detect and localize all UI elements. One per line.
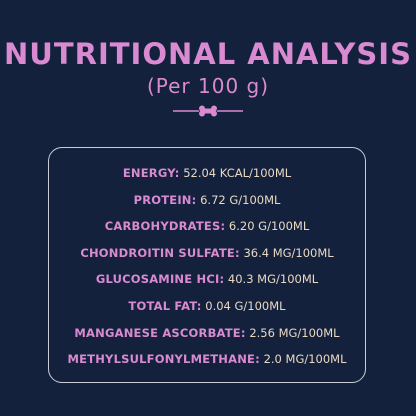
bone-icon [199,106,217,117]
nutrient-label: ENERGY: [122,166,180,180]
page-subtitle: (Per 100 g) [146,74,270,98]
nutrient-row-chondroitin-sulfate [48,240,366,267]
nutrient-row-energy [48,160,366,187]
nutrient-row-protein [48,187,366,214]
nutrient-row-manganese-ascorbate [48,320,366,347]
nutrient-value: 36.4 MG/100ML [243,245,334,260]
nutrient-label: MANGANESE ASCORBATE: [74,325,246,340]
nutrient-value: 40.3 MG/100ML [227,272,319,287]
page-title: NUTRITIONAL ANALYSIS [4,37,412,71]
nutrient-value: 6.20 G/100ML [228,219,310,234]
nutrient-label: CHONDROITIN SULFATE: [80,245,240,260]
nutrient-value: 2.56 MG/100ML [249,325,340,340]
nutrient-label: CARBOHYDRATES: [104,219,226,234]
nutrient-row-carbohydrates [48,213,366,240]
nutrient-label: PROTEIN: [133,192,197,207]
bone-divider [173,103,243,119]
nutrient-value: 52.04 KCAL/100ML [183,166,292,180]
nutrient-row-methylsulfonylmethane [48,346,366,373]
nutrient-list [48,160,366,373]
nutrient-label: GLUCOSAMINE HCI: [95,272,225,287]
nutrient-value: 6.72 G/100ML [200,192,281,207]
nutrient-row-total-fat [48,293,366,320]
nutrient-row-glucosamine-hci [48,266,366,293]
nutrient-value: 0.04 G/100ML [205,298,286,313]
nutrient-label: TOTAL FAT: [128,298,202,313]
nutrient-label: METHYLSULFONYLMETHANE: [67,352,260,367]
nutrient-value: 2.0 MG/100ML [263,352,347,367]
